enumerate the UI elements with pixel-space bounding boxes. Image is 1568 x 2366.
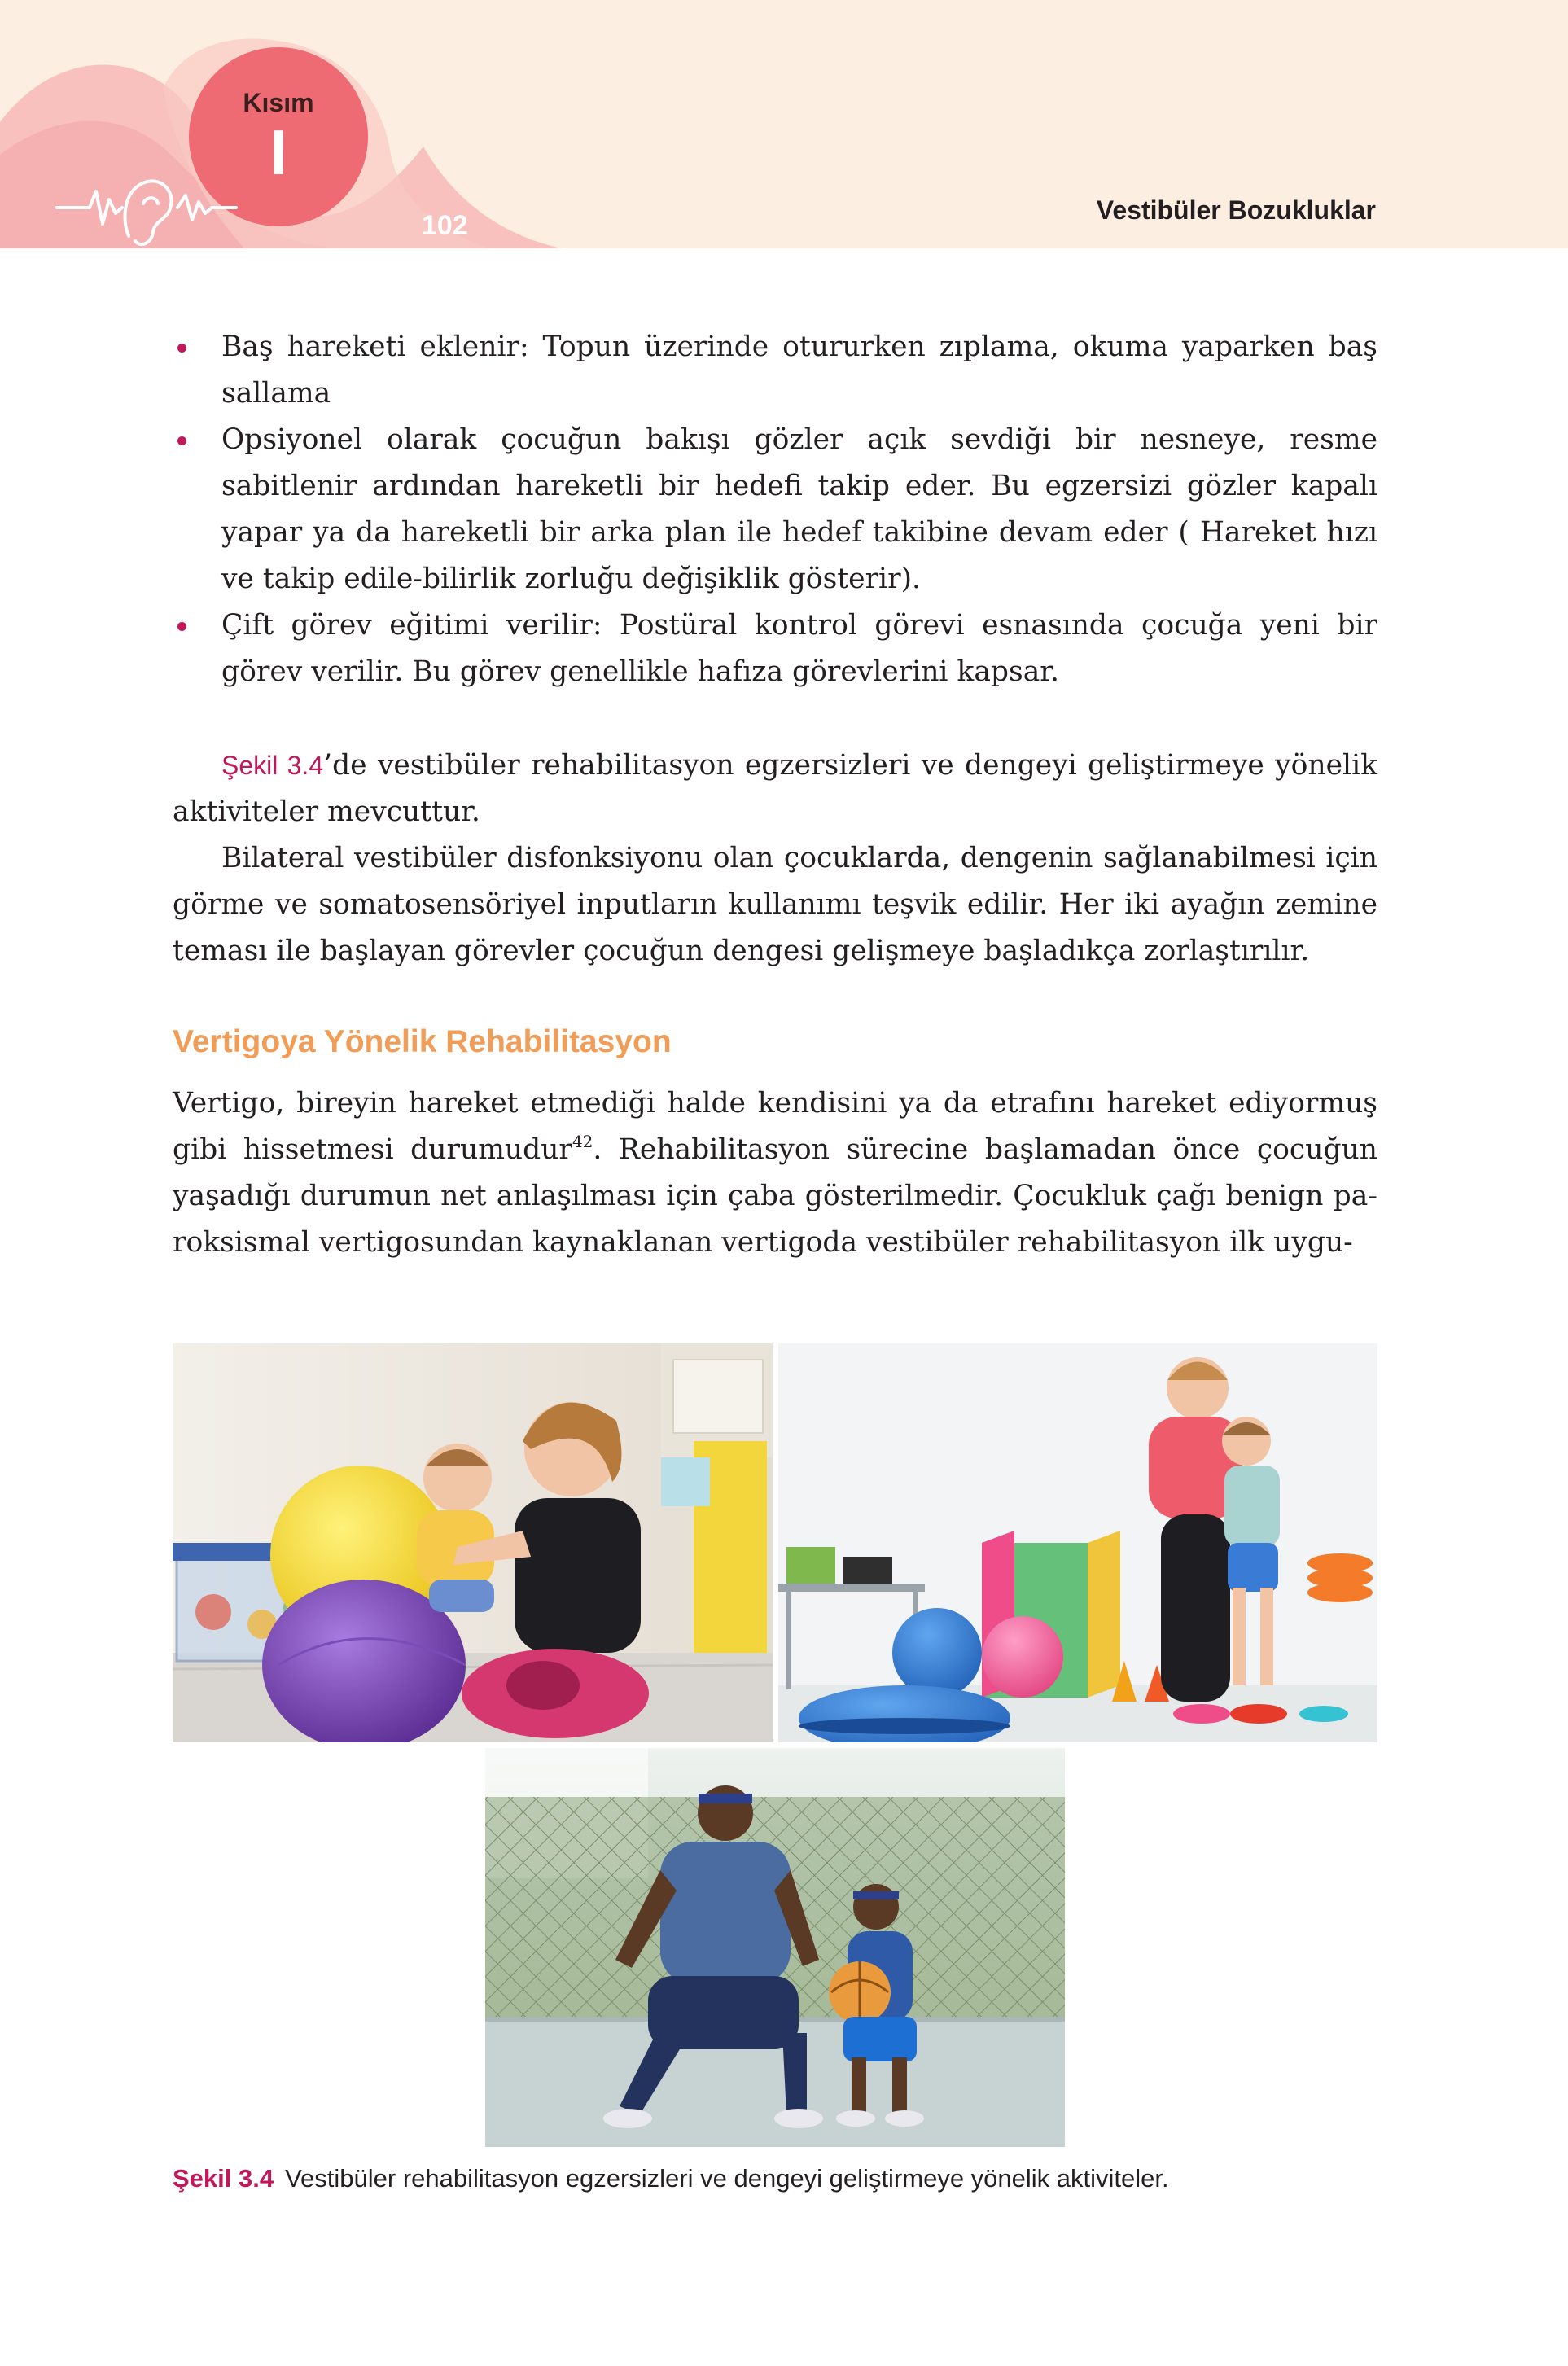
bullet-list <box>173 324 1377 695</box>
page-number: 102 <box>422 210 468 241</box>
paragraph-vertigo <box>173 1080 1377 1266</box>
part-label: Kısım <box>243 88 314 117</box>
paragraph-text: . Rehabilitasyon sürecine başlamadan önce çocuğun yaşadığı durumun net anlaşılması için çaba gösterilmedir. Çocukluk çağı benign pa-roksismal vertigosundan kaynaklanan vertigoda vestibüler rehabilitasyon ilk uygu- <box>173 1133 1377 1259</box>
photo-basketball-father-son <box>485 1748 1065 2147</box>
paragraph-text: ’de vestibüler rehabilitasyon egzersizleri ve dengeyi geliştirmeye yönelik aktiviteler mevcuttur. <box>173 749 1378 828</box>
section-heading: Vertigoya Yönelik Rehabilitasyon <box>173 1024 672 1059</box>
paragraph-text: Vertigo, bireyin hareket etmediği halde kendisini ya da etrafını hareket ediyormuş gibi hissetmesi durumudur <box>173 1087 1377 1166</box>
running-title: Vestibüler Bozukluklar <box>1096 195 1376 225</box>
caption-label: Şekil 3.4 <box>173 2164 274 2193</box>
body-paragraphs <box>173 743 1377 975</box>
bullet-icon <box>177 344 186 353</box>
caption-text: Vestibüler rehabilitasyon egzersizleri ve dengeyi geliştirmeye yönelik aktiviteler. <box>285 2164 1169 2193</box>
paragraph-bilateral: Bilateral vestibüler disfonksiyonu olan çocuklarda, dengenin sağlanabilmesi için görme ve somatosensöriyel inputların kullanımı teşvik edilir. Her iki ayağın zemine teması ile başlayan görevler çocuğun dengesi gelişmeye başladıkça zorlaştırılır. <box>173 842 1377 967</box>
citation-superscript[interactable]: 42 <box>572 1132 593 1151</box>
list-item <box>173 324 1377 417</box>
section-vertigo <box>173 1024 1377 1060</box>
bullet-icon <box>177 436 186 445</box>
list-item-text: Baş hareketi eklenir: Topun üzerinde otururken zıplama, okuma yaparken baş sallama <box>221 331 1377 410</box>
section-body <box>173 1080 1377 1266</box>
photo-therapist-boy-balance <box>778 1343 1377 1742</box>
list-item <box>173 602 1377 695</box>
photo-therapist-baby-ball <box>173 1343 773 1742</box>
paragraph-figure-ref <box>173 743 1377 835</box>
bullet-icon <box>177 622 186 631</box>
figure-reference-link[interactable]: Şekil 3.4 <box>221 751 324 780</box>
figure-caption <box>173 2164 1377 2193</box>
list-item <box>173 417 1377 602</box>
part-numeral: I <box>269 116 287 188</box>
list-item-text: Çift görev eğitimi verilir: Postüral kontrol görevi esnasında çocuğa yeni bir görev verilir. Bu görev genellikle hafıza görevlerini kapsar. <box>221 609 1377 688</box>
list-item-text: Opsiyonel olarak çocuğun bakışı gözler açık sevdiği bir nesneye, resme sabitlenir ardından hareketli bir hedefi takip eder. Bu egzersizi gözler kapalı yapar ya da hareketli bir arka plan ile hedef takibine devam eder ( Hareket hızı ve takip edile-bilirlik zorluğu değişiklik gösterir). <box>221 423 1377 595</box>
